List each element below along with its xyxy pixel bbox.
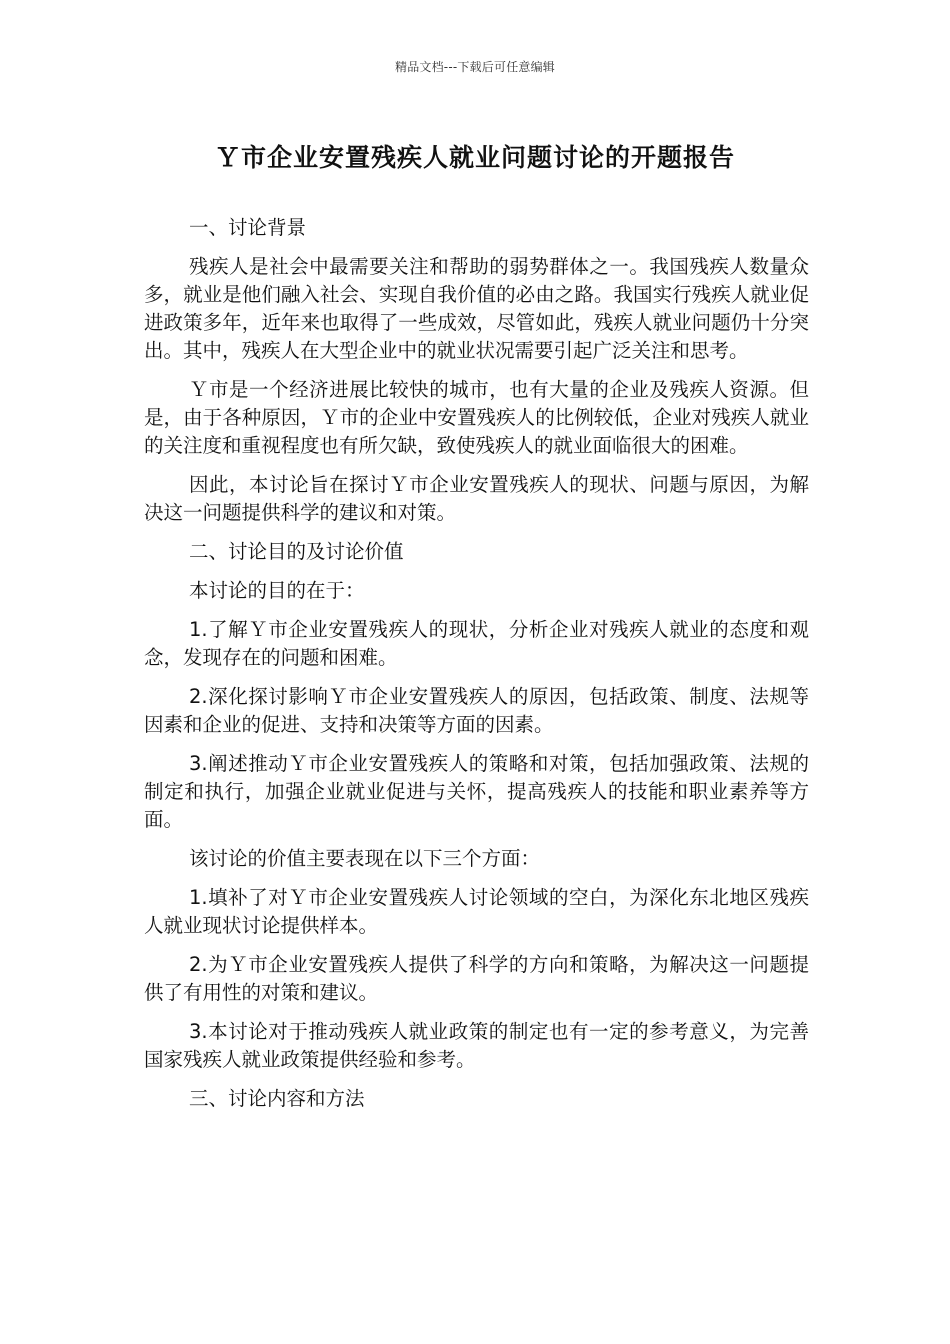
list-item: 3.阐述推动Ｙ市企业安置残疾人的策略和对策，包括加强政策、法规的制定和执行，加强企业就业促进与关怀，提高残疾人的技能和职业素养等方面。 bbox=[144, 752, 809, 831]
paragraph: 残疾人是社会中最需要关注和帮助的弱势群体之一。我国残疾人数量众多，就业是他们融入社会、实现自我价值的必由之路。我国实行残疾人就业促进政策多年，近年来也取得了一些成效，尽管如此，残疾人就业问题仍十分突出。其中，残疾人在大型企业中的就业状况需要引起广泛关注和思考。 bbox=[144, 255, 809, 362]
paragraph: 因此，本讨论旨在探讨Ｙ市企业安置残疾人的现状、问题与原因，为解决这一问题提供科学的建议和对策。 bbox=[144, 473, 809, 524]
section-heading-content-methods: 三、讨论内容和方法 bbox=[189, 1087, 365, 1110]
section-heading-background: 一、讨论背景 bbox=[189, 216, 307, 239]
paragraph: 本讨论的目的在于： bbox=[189, 579, 365, 602]
list-item: 2.为Ｙ市企业安置残疾人提供了科学的方向和策略，为解决这一问题提供了有用性的对策和建议。 bbox=[144, 953, 809, 1004]
document-title: Ｙ市企业安置残疾人就业问题讨论的开题报告 bbox=[214, 143, 735, 172]
document-body bbox=[144, 214, 809, 1124]
section-heading-purpose: 二、讨论目的及讨论价值 bbox=[189, 540, 404, 563]
list-item: 1.填补了对Ｙ市企业安置残疾人讨论领域的空白，为深化东北地区残疾人就业现状讨论提供样本。 bbox=[144, 886, 809, 937]
paragraph: Ｙ市是一个经济进展比较快的城市，也有大量的企业及残疾人资源。但是，由于各种原因，Ｙ市的企业中安置残疾人的比例较低，企业对残疾人就业的关注度和重视程度也有所欠缺，致使残疾人的就业面临很大的困难。 bbox=[144, 378, 809, 457]
paragraph: 该讨论的价值主要表现在以下三个方面： bbox=[189, 847, 541, 870]
list-item: 1.了解Ｙ市企业安置残疾人的现状，分析企业对残疾人就业的态度和观念，发现存在的问题和困难。 bbox=[144, 618, 809, 669]
list-item: 3.本讨论对于推动残疾人就业政策的制定也有一定的参考意义，为完善国家残疾人就业政策提供经验和参考。 bbox=[144, 1020, 809, 1071]
header-note: 精品文档---下载后可任意编辑 bbox=[395, 60, 555, 74]
list-item: 2.深化探讨影响Ｙ市企业安置残疾人的原因，包括政策、制度、法规等因素和企业的促进、支持和决策等方面的因素。 bbox=[144, 685, 809, 736]
